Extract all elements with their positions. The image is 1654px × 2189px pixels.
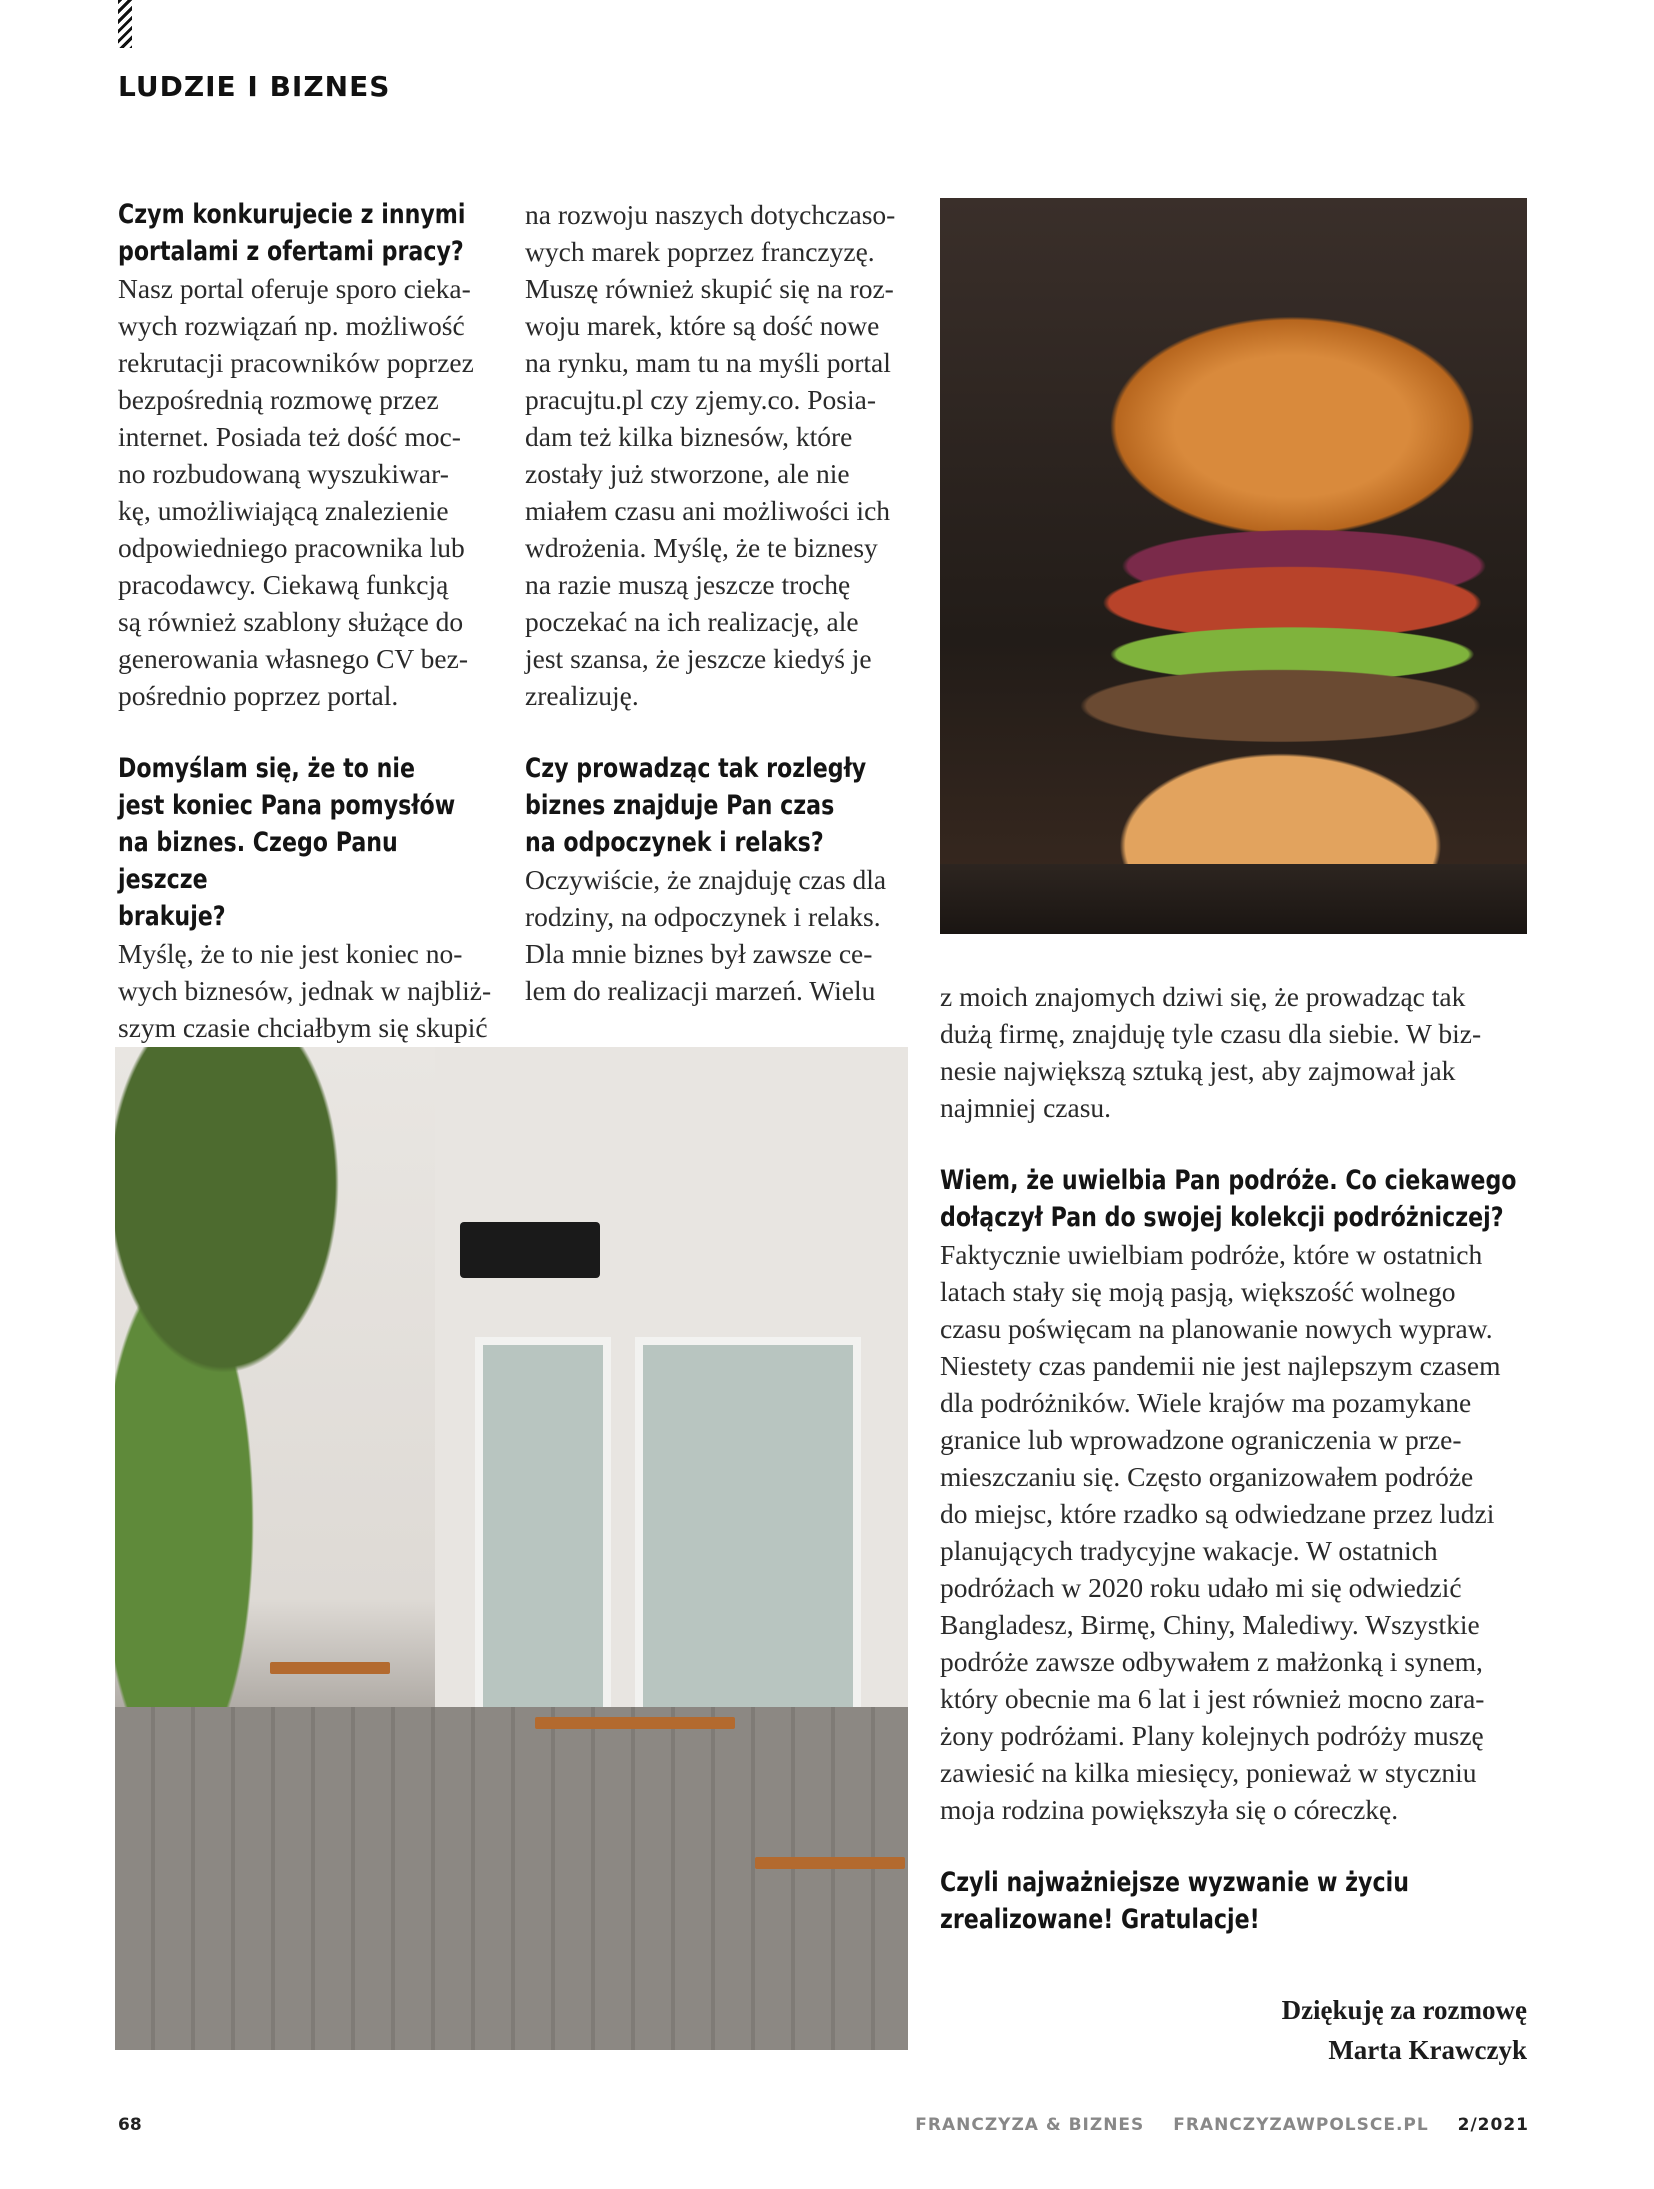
answer-3-continued — [940, 978, 1535, 1126]
text-line: są również szablony służące do — [118, 606, 464, 637]
question-line: Czy prowadząc tak rozległy — [525, 753, 867, 784]
question-line: jest koniec Pana pomysłów — [118, 790, 456, 821]
photo-pavement — [115, 1707, 908, 2050]
text-line: mieszczaniu się. Często organizowałem podróże — [940, 1461, 1474, 1492]
column-1 — [118, 196, 493, 1046]
text-line: na rozwoju naszych dotychczaso- — [525, 199, 896, 230]
photo-table — [270, 1662, 390, 1674]
photo-window — [635, 1337, 861, 1743]
question-line: brakuje? — [118, 901, 226, 932]
footer-publication — [915, 2115, 1529, 2135]
footer-website: FRANCZYZAWPOLSCE.PL — [1173, 2115, 1429, 2135]
text-line: wdrożenia. Myślę, że te biznesy — [525, 532, 878, 563]
text-line: szym czasie chciałbym się skupić — [118, 1012, 488, 1043]
text-line: moja rodzina powiększyła się o córeczkę. — [940, 1794, 1399, 1825]
photo-table — [755, 1857, 905, 1869]
photo-plate-shadow — [940, 864, 1527, 934]
text-line: dla podróżników. Wiele krajów ma pozamykane — [940, 1387, 1472, 1418]
answer-3 — [525, 861, 900, 1009]
photo-window — [475, 1337, 611, 1743]
text-line: pośrednio poprzez portal. — [118, 680, 399, 711]
text-line: internet. Posiada też dość moc- — [118, 421, 461, 452]
answer-4 — [940, 1236, 1535, 1828]
text-line: wych rozwiązań np. możliwość — [118, 310, 465, 341]
text-line: pracujtu.pl czy zjemy.co. Posia- — [525, 384, 877, 415]
footer-magazine: FRANCZYZA & BIZNES — [915, 2115, 1145, 2135]
text-line: latach stały się moją pasją, większość wolnego — [940, 1276, 1456, 1307]
page-number: 68 — [118, 2115, 142, 2135]
column-2 — [525, 196, 900, 1009]
question-line: Czyli najważniejsze wyzwanie w życiu — [940, 1867, 1409, 1898]
text-line: podróżach w 2020 roku udało mi się odwiedzić — [940, 1572, 1462, 1603]
burger-photo — [940, 198, 1527, 934]
question-line: na biznes. Czego Panu jeszcze — [118, 827, 398, 895]
answer-2 — [118, 935, 493, 1046]
text-line: zrealizuję. — [525, 680, 639, 711]
text-line: najmniej czasu. — [940, 1092, 1112, 1123]
question-2 — [118, 750, 493, 935]
text-line: jest szansa, że jeszcze kiedyś je — [525, 643, 872, 674]
text-line: zawiesić na kilka miesięcy, ponieważ w styczniu — [940, 1757, 1477, 1788]
signature-author: Marta Krawczyk — [1328, 2035, 1527, 2065]
question-line: na odpoczynek i relaks? — [525, 827, 824, 858]
column-3 — [940, 978, 1535, 1938]
section-label: LUDZIE I BIZNES — [118, 70, 391, 103]
question-line: dołączył Pan do swojej kolekcji podróżniczej? — [940, 1202, 1504, 1233]
question-3 — [525, 750, 900, 861]
text-line: czasu poświęcam na planowanie nowych wypraw. — [940, 1313, 1493, 1344]
text-line: bezpośrednią rozmowę przez — [118, 384, 439, 415]
photo-restaurant-sign — [460, 1222, 600, 1278]
question-line: Wiem, że uwielbia Pan podróże. Co ciekawego — [940, 1165, 1517, 1196]
text-line: podróże zawsze odbywałem z małżonką i synem, — [940, 1646, 1483, 1677]
answer-2-continued — [525, 196, 900, 714]
text-line: dam też kilka biznesów, które — [525, 421, 853, 452]
text-line: woju marek, które są dość nowe — [525, 310, 880, 341]
question-line: portalami z ofertami pracy? — [118, 236, 464, 267]
text-line: Faktycznie uwielbiam podróże, które w ostatnich — [940, 1239, 1483, 1270]
text-line: odpowiedniego pracownika lub — [118, 532, 465, 563]
text-line: no rozbudowaną wyszukiwar- — [118, 458, 449, 489]
text-line: granice lub wprowadzone ograniczenia w prze- — [940, 1424, 1462, 1455]
text-line: Myślę, że to nie jest koniec no- — [118, 938, 463, 969]
text-line: na razie muszą jeszcze trochę — [525, 569, 851, 600]
interview-signature — [1100, 1990, 1527, 2070]
signature-line: Dziękuję za rozmowę — [1281, 1995, 1527, 2025]
text-line: lem do realizacji marzeń. Wielu — [525, 975, 876, 1006]
header-hatch-decoration — [118, 0, 132, 48]
photo-table — [535, 1717, 735, 1729]
text-line: na rynku, mam tu na myśli portal — [525, 347, 891, 378]
text-line: kę, umożliwiającą znalezienie — [118, 495, 449, 526]
text-line: wych biznesów, jednak w najbliż- — [118, 975, 492, 1006]
text-line: wych marek poprzez franczyzę. — [525, 236, 875, 267]
footer-issue: 2/2021 — [1457, 2115, 1529, 2135]
text-line: generowania własnego CV bez- — [118, 643, 468, 674]
text-line: miałem czasu ani możliwości ich — [525, 495, 891, 526]
question-1 — [118, 196, 493, 270]
answer-1 — [118, 270, 493, 714]
text-line: nesie największą sztuką jest, aby zajmował jak — [940, 1055, 1456, 1086]
text-line: do miejsc, które rzadko są odwiedzane przez ludzi — [940, 1498, 1495, 1529]
text-line: Muszę również skupić się na roz- — [525, 273, 894, 304]
text-line: Niestety czas pandemii nie jest najlepszym czasem — [940, 1350, 1501, 1381]
text-line: rekrutacji pracowników poprzez — [118, 347, 474, 378]
text-line: Bangladesz, Birmę, Chiny, Malediwy. Wszystkie — [940, 1609, 1480, 1640]
photo-tree — [115, 1047, 425, 1727]
question-5 — [940, 1864, 1535, 1938]
text-line: z moich znajomych dziwi się, że prowadząc tak — [940, 981, 1466, 1012]
question-line: Czym konkurujecie z innymi — [118, 199, 466, 230]
text-line: planujących tradycyjne wakacje. W ostatnich — [940, 1535, 1438, 1566]
text-line: który obecnie ma 6 lat i jest również mocno zara- — [940, 1683, 1485, 1714]
text-line: Dla mnie biznes był zawsze ce- — [525, 938, 873, 969]
restaurant-terrace-photo — [115, 1047, 908, 2050]
text-line: pracodawcy. Ciekawą funkcją — [118, 569, 449, 600]
text-line: Nasz portal oferuje sporo cieka- — [118, 273, 471, 304]
text-line: poczekać na ich realizację, ale — [525, 606, 859, 637]
question-4 — [940, 1162, 1535, 1236]
text-line: rodziny, na odpoczynek i relaks. — [525, 901, 881, 932]
text-line: zostały już stworzone, ale nie — [525, 458, 850, 489]
text-line: Oczywiście, że znajduję czas dla — [525, 864, 887, 895]
question-line: zrealizowane! Gratulacje! — [940, 1904, 1260, 1935]
question-line: biznes znajduje Pan czas — [525, 790, 835, 821]
text-line: żony podróżami. Plany kolejnych podróży muszę — [940, 1720, 1484, 1751]
question-line: Domyślam się, że to nie — [118, 753, 415, 784]
text-line: dużą firmę, znajduję tyle czasu dla siebie. W biz- — [940, 1018, 1482, 1049]
